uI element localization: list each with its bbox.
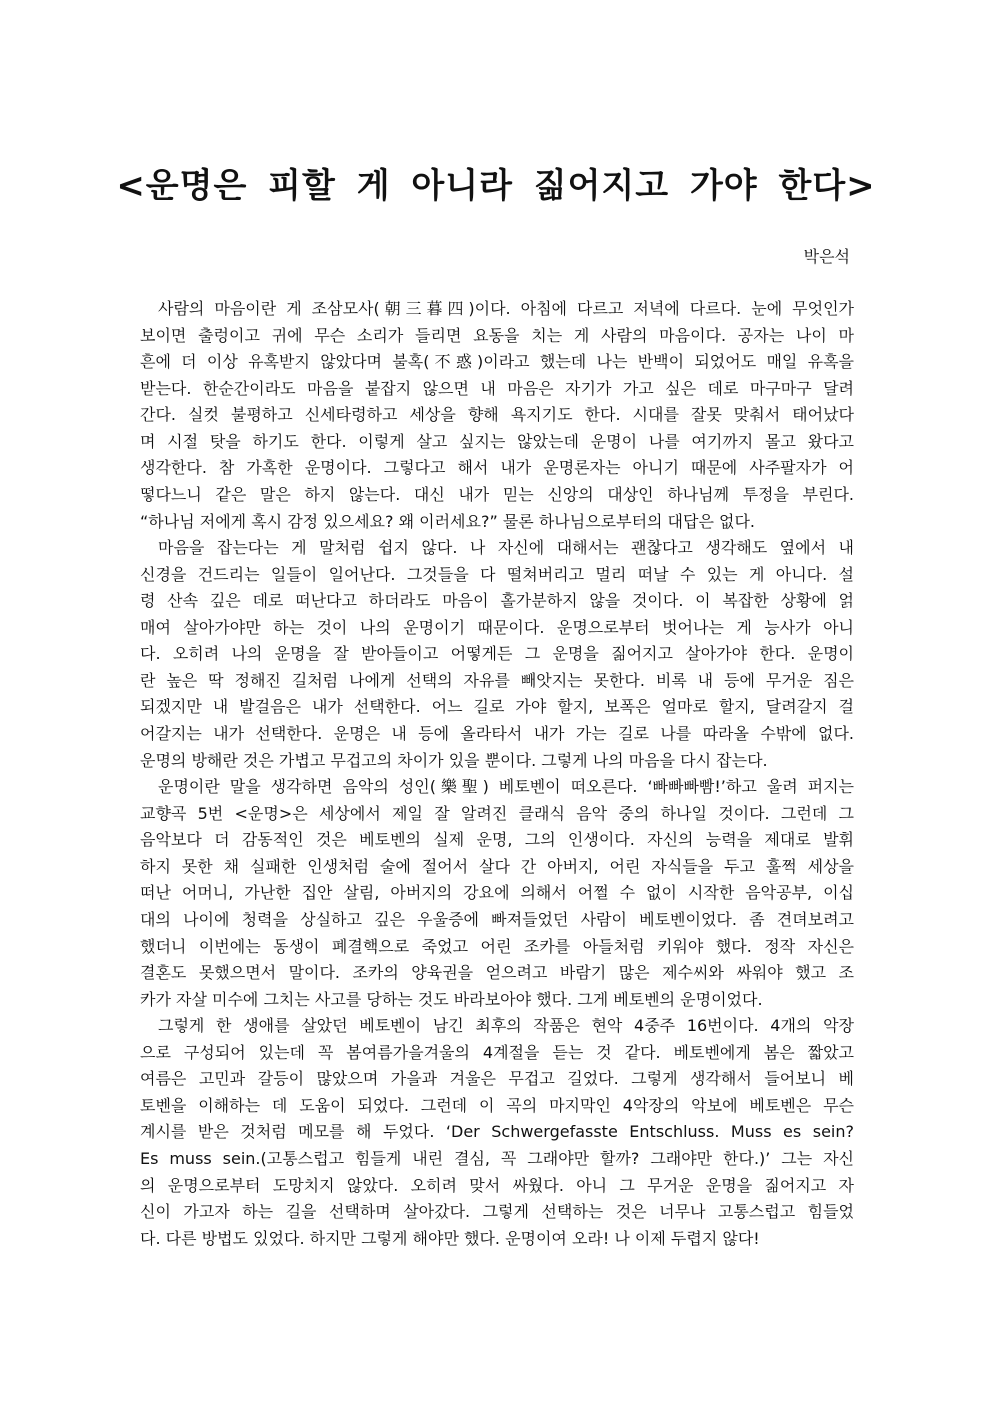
text-line: 결혼도 못했으면서 말이다. 조카의 양육권을 얻으려고 바람기 많은 제수씨와 싸워야 했고 조 — [140, 963, 854, 983]
text-line: 되겠지만 내 발걸음은 내가 선택한다. 어느 길로 가야 할지, 보폭은 얼마로 할지, 달려갈지 걸 — [140, 697, 854, 717]
text-line: 떻다느니 같은 말은 하지 않는다. 대신 내가 믿는 신앙의 대상인 하나님께 투정을 부린다. — [140, 484, 854, 504]
text-line: 받는다. 한순간이라도 마음을 붙잡지 않으면 내 마음은 자기가 가고 싶은 데로 마구마구 달려 — [140, 378, 854, 398]
text-line: 사람의 마음이란 게 조삼모사(朝三暮四)이다. 아침에 다르고 저녁에 다르다. 눈에 무엇인가 — [158, 299, 854, 318]
text-line: 계시를 받은 것처럼 메모를 해 두었다. ‘Der Schwergefasste Entschluss. Muss es sein? — [140, 1122, 854, 1142]
text-line: 하지 못한 채 실패한 인생처럼 술에 절어서 살다 간 아버지, 어린 자식들을 두고 훌쩍 세상을 — [140, 856, 854, 876]
paragraph — [140, 774, 854, 1013]
text-line: 며 시절 탓을 하기도 한다. 이렇게 살고 싶지는 않았는데 운명이 나를 여기까지 몰고 왔다고 — [140, 431, 854, 451]
text-line: “하나님 저에게 혹시 감정 있으세요? 왜 이러세요?” 물론 하나님으로부터의 대답은 없다. — [140, 511, 756, 531]
author-name: 박은석 — [803, 247, 850, 266]
text-line: 운명이란 말을 생각하면 음악의 성인(樂聖) 베토벤이 떠오른다. ‘빠빠빠빰!’하고 울려 퍼지는 — [158, 777, 854, 797]
text-line: 토벤을 이해하는 데 도움이 되었다. 그런데 이 곡의 마지막인 4악장의 악보에 베토벤은 무슨 — [140, 1095, 854, 1115]
paragraph — [140, 296, 854, 535]
text-line: 생각한다. 참 가혹한 운명이다. 그렇다고 해서 내가 운명론자는 아니기 때문에 사주팔자가 어 — [140, 458, 854, 478]
text-line: 대의 나이에 청력을 상실하고 깊은 우울증에 빠져들었던 사람이 베토벤이었다. 좀 견뎌보려고 — [140, 909, 854, 929]
text-line: 매여 살아가야만 하는 것이 나의 운명이기 때문이다. 운명으로부터 벗어나는 게 능사가 아니 — [140, 617, 854, 637]
text-line: 어갈지는 내가 선택한다. 운명은 내 등에 올라타서 내가 가는 길로 나를 따라올 수밖에 없다. — [140, 724, 854, 743]
text-line: 의 운명으로부터 도망치지 않았다. 오히려 맞서 싸웠다. 아니 그 무거운 운명을 짊어지고 자 — [140, 1175, 854, 1195]
paragraph — [140, 535, 854, 774]
text-line: 했더니 이번에는 동생이 폐결핵으로 죽었고 어린 조카를 아들처럼 키워야 했다. 정작 자신은 — [140, 936, 854, 956]
paragraph — [140, 1013, 854, 1252]
text-line: 떠난 어머니, 가난한 집안 살림, 아버지의 강요에 의해서 어쩔 수 없이 시작한 음악공부, 이십 — [140, 883, 854, 903]
text-line: 카가 자살 미수에 그치는 사고를 당하는 것도 바라보아야 했다. 그게 베토벤의 운명이었다. — [140, 989, 763, 1009]
document-body — [140, 296, 854, 1252]
document-title: <운명은 피할 게 아니라 짊어지고 가야 한다> — [116, 166, 876, 206]
text-line: 그렇게 한 생애를 살았던 베토벤이 남긴 최후의 작품은 현악 4중주 16번이다. 4개의 악장 — [158, 1016, 854, 1036]
text-line: 신경을 건드리는 일들이 일어난다. 그것들을 다 떨쳐버리고 멀리 떠날 수 있는 게 아니다. 설 — [140, 564, 854, 584]
text-line: 간다. 실컷 불평하고 신세타령하고 세상을 향해 욕지기도 한다. 시대를 잘못 맞춰서 태어났다 — [140, 405, 854, 425]
text-line: 령 산속 깊은 데로 떠난다고 하더라도 마음이 홀가분하지 않을 것이다. 이 복잡한 상황에 얽 — [140, 591, 854, 611]
text-line: 보이면 출렁이고 귀에 무슨 소리가 들리면 요동을 치는 게 사람의 마음이다. 공자는 나이 마 — [140, 325, 854, 345]
text-line: 음악보다 더 감동적인 것은 베토벤의 실제 운명, 그의 인생이다. 자신의 능력을 제대로 발휘 — [140, 830, 854, 850]
text-line: 신이 가고자 하는 길을 선택하며 살아갔다. 그렇게 선택하는 것은 너무나 고통스럽고 힘들었 — [140, 1202, 854, 1222]
text-line: 란 높은 딱 정해진 길처럼 나에게 선택의 자유를 빼앗지는 못한다. 비록 내 등에 무거운 짐은 — [140, 670, 854, 690]
text-line: 다. 오히려 나의 운명을 잘 받아들이고 어떻게든 그 운명을 짊어지고 살아가야 한다. 운명이 — [140, 644, 854, 664]
text-line: Es muss sein.(고통스럽고 힘들게 내린 결심, 꼭 그래야만 할까? 그래야만 한다.)’ 그는 자신 — [140, 1149, 854, 1168]
text-line: 운명의 방해란 것은 가볍고 무겁고의 차이가 있을 뿐이다. 그렇게 나의 마음을 다시 잡는다. — [140, 750, 768, 770]
text-line: 흔에 더 이상 유혹받지 않았다며 불혹(不惑)이라고 했는데 나는 반백이 되었어도 매일 유혹을 — [140, 352, 854, 372]
text-line: 교향곡 5번 <운명>은 세상에서 제일 잘 알려진 클래식 음악 중의 하나일 것이다. 그런데 그 — [140, 803, 854, 823]
text-line: 여름은 고민과 갈등이 많았으며 가을과 겨울은 무겁고 길었다. 그렇게 생각해서 들어보니 베 — [140, 1069, 854, 1089]
text-line: 마음을 잡는다는 게 말처럼 쉽지 않다. 나 자신에 대해서는 괜찮다고 생각해도 옆에서 내 — [158, 538, 854, 558]
text-line: 다. 다른 방법도 있었다. 하지만 그렇게 해야만 했다. 운명이여 오라! 나 이제 두렵지 않다! — [140, 1228, 760, 1248]
text-line: 으로 구성되어 있는데 꼭 봄여름가을겨울의 4계절을 듣는 것 같다. 베토벤에게 봄은 짧았고 — [140, 1042, 854, 1062]
